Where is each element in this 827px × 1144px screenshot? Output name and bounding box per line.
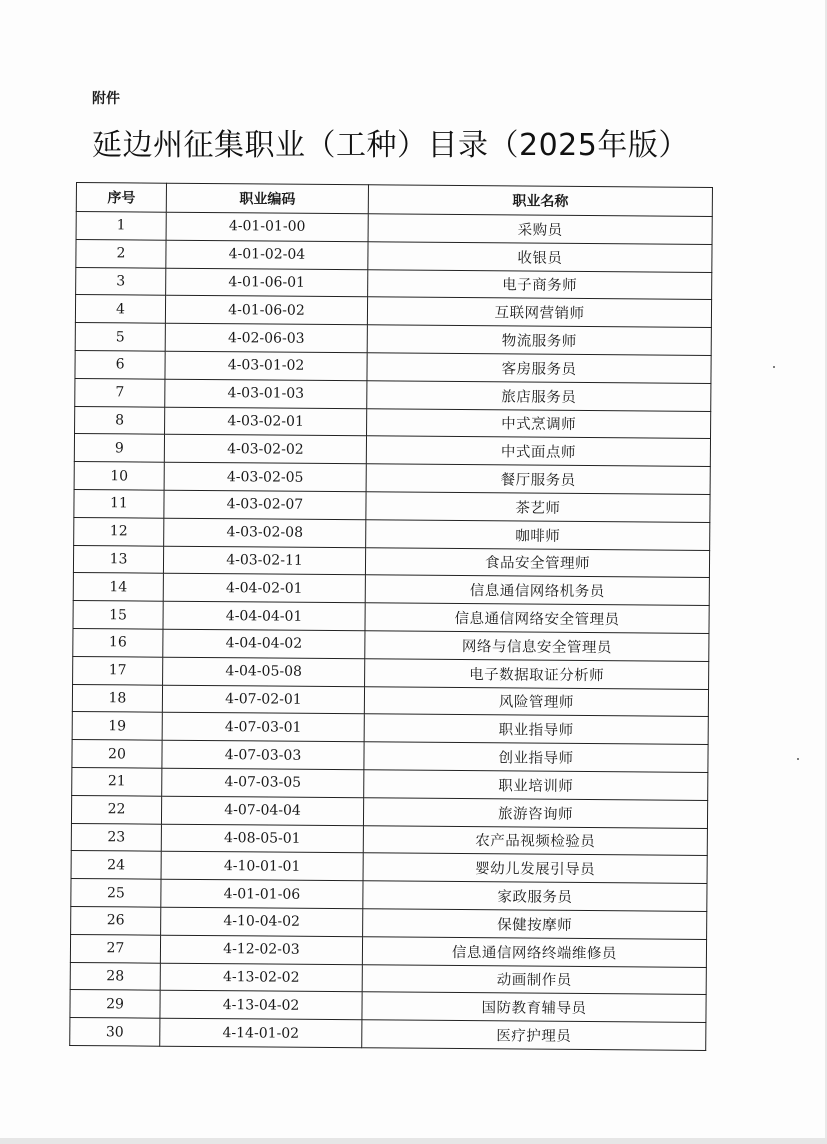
code-cell: 4-03-02-08 [164, 518, 366, 547]
name-cell: 保健按摩师 [363, 909, 707, 939]
code-cell: 4-03-02-02 [164, 435, 366, 464]
seq-cell: 22 [71, 795, 161, 824]
seq-cell: 5 [75, 323, 165, 352]
seq-cell: 18 [72, 684, 162, 713]
name-cell: 电子数据取证分析师 [365, 659, 709, 689]
code-cell: 4-03-01-02 [165, 351, 367, 380]
code-cell: 4-10-04-02 [161, 907, 363, 936]
code-cell: 4-03-02-05 [164, 462, 366, 491]
name-cell: 电子商务师 [368, 269, 712, 299]
code-cell: 4-08-05-01 [161, 824, 363, 853]
scan-speck [773, 366, 775, 368]
code-cell: 4-03-02-07 [164, 490, 366, 519]
seq-cell: 11 [74, 489, 164, 518]
name-cell: 信息通信网络机务员 [365, 575, 709, 605]
seq-cell: 21 [72, 767, 162, 796]
name-cell: 采购员 [368, 214, 712, 244]
seq-cell: 25 [71, 879, 161, 908]
occupation-table [69, 182, 713, 1051]
name-cell: 信息通信网络终端维修员 [362, 936, 706, 966]
name-cell: 创业指导师 [364, 742, 708, 772]
code-cell: 4-04-05-08 [163, 657, 365, 686]
code-cell: 4-10-01-01 [161, 852, 363, 881]
code-cell: 4-07-03-05 [162, 768, 364, 797]
seq-cell: 12 [74, 517, 164, 546]
seq-cell: 26 [71, 906, 161, 935]
code-cell: 4-07-03-03 [162, 740, 364, 769]
table-row [70, 1018, 706, 1051]
code-cell: 4-01-01-00 [166, 212, 368, 241]
seq-cell: 27 [70, 934, 160, 963]
seq-cell: 14 [73, 573, 163, 602]
code-cell: 4-14-01-02 [160, 1018, 362, 1047]
seq-cell: 1 [76, 212, 166, 241]
name-cell: 旅店服务员 [367, 381, 711, 411]
document-title: 延边州征集职业（工种）目录（2025年版） [92, 128, 689, 163]
code-cell: 4-01-06-02 [165, 296, 367, 325]
code-cell: 4-01-06-01 [166, 268, 368, 297]
code-cell: 4-07-02-01 [162, 685, 364, 714]
name-cell: 医疗护理员 [362, 1020, 706, 1050]
code-cell: 4-03-02-11 [163, 546, 365, 575]
seq-cell: 24 [71, 851, 161, 880]
name-cell: 职业培训师 [364, 770, 708, 800]
name-cell: 信息通信网络安全管理员 [365, 603, 709, 633]
name-cell: 动画制作员 [362, 964, 706, 994]
header-code: 职业编码 [166, 183, 368, 214]
seq-cell: 2 [76, 239, 166, 268]
seq-cell: 13 [73, 545, 163, 574]
name-cell: 互联网营销师 [367, 297, 711, 327]
name-cell: 国防教育辅导员 [362, 992, 706, 1022]
name-cell: 中式烹调师 [367, 408, 711, 438]
seq-cell: 8 [75, 406, 165, 435]
code-cell: 4-02-06-03 [165, 323, 367, 352]
code-cell: 4-04-02-01 [163, 574, 365, 603]
seq-cell: 3 [76, 267, 166, 296]
code-cell: 4-03-01-03 [165, 379, 367, 408]
code-cell: 4-03-02-01 [165, 407, 367, 436]
seq-cell: 17 [73, 656, 163, 685]
code-cell: 4-13-04-02 [160, 990, 362, 1019]
code-cell: 4-04-04-01 [163, 601, 365, 630]
code-cell: 4-07-04-04 [161, 796, 363, 825]
seq-cell: 16 [73, 628, 163, 657]
header-name: 职业名称 [368, 185, 712, 217]
name-cell: 咖啡师 [366, 520, 710, 550]
seq-cell: 6 [75, 350, 165, 379]
seq-cell: 28 [70, 962, 160, 991]
seq-cell: 29 [70, 990, 160, 1019]
seq-cell: 15 [73, 601, 163, 630]
code-cell: 4-01-01-06 [161, 879, 363, 908]
occupation-table-container [69, 182, 712, 1051]
code-cell: 4-04-04-02 [163, 629, 365, 658]
seq-cell: 19 [72, 712, 162, 741]
seq-cell: 23 [71, 823, 161, 852]
code-cell: 4-01-02-04 [166, 240, 368, 269]
table-body [70, 212, 713, 1051]
seq-cell: 7 [75, 378, 165, 407]
seq-cell: 30 [70, 1018, 160, 1047]
code-cell: 4-07-03-01 [162, 713, 364, 742]
code-cell: 4-13-02-02 [160, 963, 362, 992]
scan-speck [797, 758, 799, 760]
name-cell: 农产品视频检验员 [363, 825, 707, 855]
code-cell: 4-12-02-03 [160, 935, 362, 964]
name-cell: 茶艺师 [366, 492, 710, 522]
name-cell: 旅游咨询师 [363, 798, 707, 828]
header-seq: 序号 [76, 183, 166, 213]
seq-cell: 20 [72, 740, 162, 769]
name-cell: 风险管理师 [364, 686, 708, 716]
name-cell: 中式面点师 [366, 436, 710, 466]
name-cell: 婴幼儿发展引导员 [363, 853, 707, 883]
scan-edge-bottom [0, 1138, 827, 1144]
name-cell: 食品安全管理师 [365, 547, 709, 577]
attachment-label: 附件 [92, 91, 120, 107]
name-cell: 客房服务员 [367, 353, 711, 383]
name-cell: 物流服务师 [367, 325, 711, 355]
name-cell: 餐厅服务员 [366, 464, 710, 494]
seq-cell: 10 [74, 462, 164, 491]
seq-cell: 4 [75, 295, 165, 324]
name-cell: 职业指导师 [364, 714, 708, 744]
name-cell: 网络与信息安全管理员 [365, 631, 709, 661]
name-cell: 家政服务员 [363, 881, 707, 911]
seq-cell: 9 [74, 434, 164, 463]
name-cell: 收银员 [368, 242, 712, 272]
